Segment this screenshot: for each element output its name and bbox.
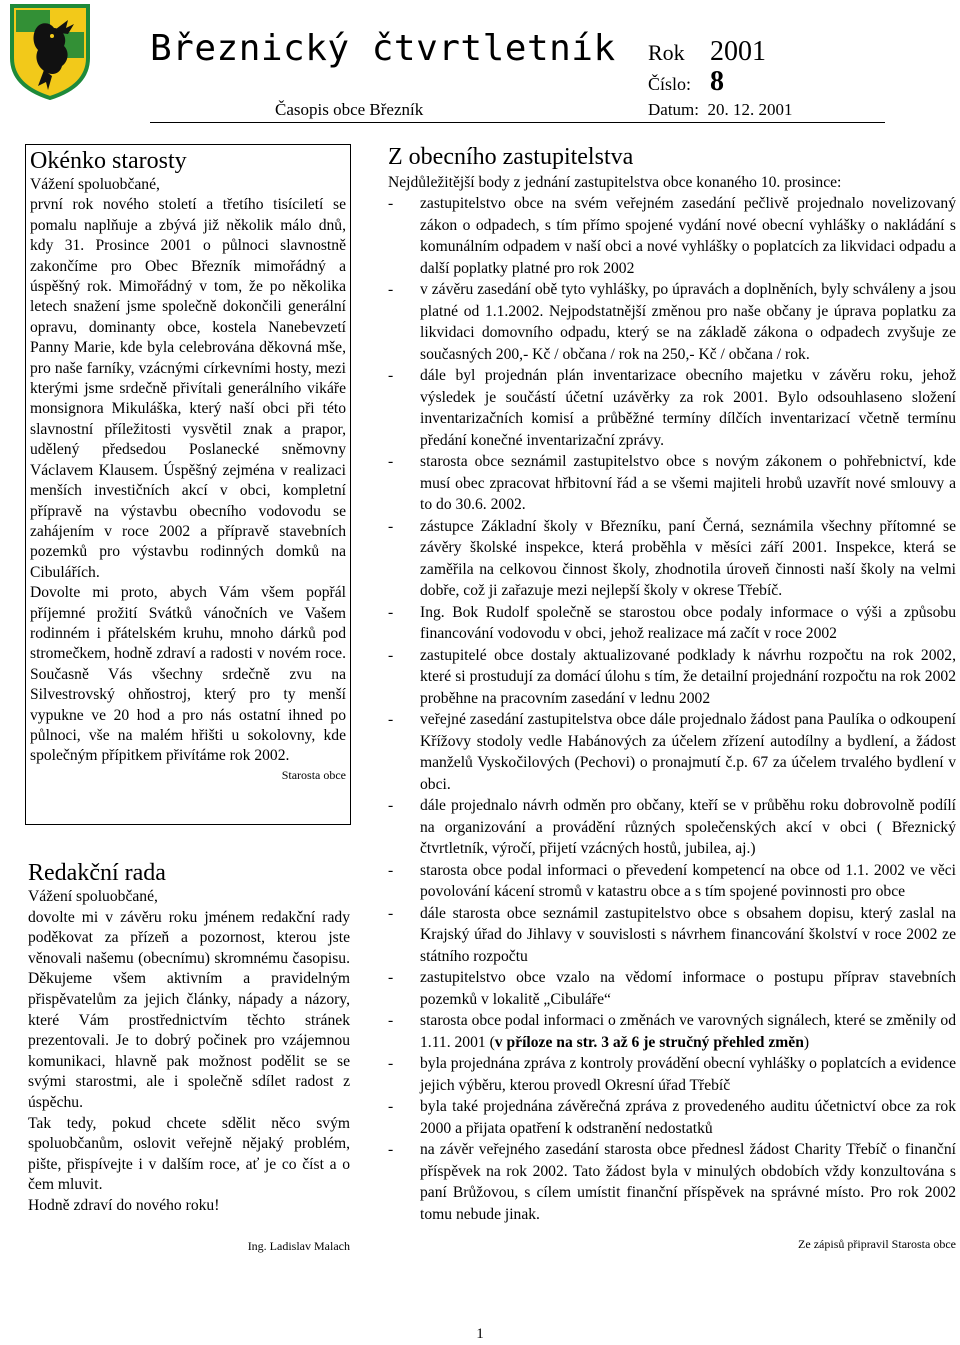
editorial-paragraph: Tak tedy, pokud chcete sdělit něco svým spoluobčanům, oslovit veřejně nějaký problém, pište, přispívejte i v dalším roce, ať je co číst a o čem mluvit. xyxy=(28,1114,350,1194)
list-item: - byla projednána zpráva z kontroly provádění obecní vyhlášky o poplatcích a evidence jejich výběru, kterou provedl Okresní úřad Třebíč xyxy=(388,1055,956,1094)
council-signature: Ze zápisů připravil Starosta obce xyxy=(798,1237,956,1252)
list-item: - starosta obce podal informaci o převedení kompetencí na obce od 1.1. 2002 ve věci povolování kácení stromů v katastru obce a s tím spojené povinnosti pro obce xyxy=(388,861,956,901)
list-item: - zastupitelé obce dostaly aktualizované podklady k návrhu rozpočtu na rok 2002, které si prostudují za domácí úlohu s tím, že detailní projednání rozpočtu na rok 2002 proběhne na pracovním zasedání v lednu 2002 xyxy=(388,646,956,707)
list-item: - dále byl projednán plán inventarizace obecního majetku v závěru roku, jehož výsledek je součástí účetní uzávěrky za rok 2001. Bylo odsouhlaseno složení inventarizačních komisí a průběžné termíny dílčích inventarizací včetně termínu předání konečné inventarizační zprávy. xyxy=(388,367,956,449)
list-item: - veřejné zasedání zastupitelstva obce dále projednalo žádost pana Paulíka o odkoupení Křížovy stodoly vedle Habánových za účelem zřízení autodílny a bydlení, a žádost manželů Vyskočilových (Pechovi) o pronajmutí č.p. 67 za účelem trvalého bydlení v obci. xyxy=(388,711,956,793)
list-item: - na závěr veřejného zasedání starosta obce přednesl žádost Charity Třebíč o finanční příspěvek na rok 2002. Tato žádost byla v minulých obdobích vždy konzultována s paní Brůžovou, s cílem umístit finanční příspěvek na správné místo. Pro rok 2002 tomu nebude jinak. xyxy=(388,1141,956,1223)
date-label: Datum: xyxy=(648,100,699,119)
date-line xyxy=(648,100,793,120)
mayor-paragraph: Dovolte mi proto, abych Vám všem popřál příjemné prožití Svátků vánočních ve Vašem rodinném i přátelském kruhu, mnoho dárků pod stromečkem, hodně zdraví a radosti v novém roce. Současně Vás všechny srdečně zvu na Silvestrovský ohňostroj, který pro ty menší vypukne ve 20 hod a pro nás ostatní ihned po půlnoci, vše na malém hřišti u sokolovny, kde společným přípitkem přivítáme rok 2002. xyxy=(30,584,346,765)
year-value: 2001 xyxy=(710,36,766,67)
list-item: - dále projednalo návrh odměn pro občany, kteří se v průběhu roku dobrovolně podílí na organizování a provádění různých společenských akcí v obci ( Březnický čtvrtletník, výročí, přijetí vzácných hostů, jubilea, aj.) xyxy=(388,797,956,858)
council-intro: Nejdůležitější body z jednání zastupitelstva obce konaného 10. prosince: xyxy=(388,174,842,191)
page-number: 1 xyxy=(476,1326,484,1342)
list-item: - starosta obce seznámil zastupitelstvo obce s novým zákonem o pohřebnictví, kde musí obec zpracovat hřbitovní řád a se všemi majiteli hrobů uzavřít nové smlouvy a to do 30.6. 2002. xyxy=(388,453,956,514)
editorial-board-section xyxy=(28,860,350,1254)
editorial-greeting: Vážení spoluobčané, xyxy=(28,888,158,905)
list-item: - v závěru zasedání obě tyto vyhlášky, po úpravách a doplněních, byly schváleny a jsou platné od 1.1.2002. Nejpodstatnější změnou pro naše občany je úprava poplatku za likvidaci domovního odpadu, který se na základě zákona o odpadech zvyšuje ze současných 200,- Kč / občana / rok na 250,- Kč / občana / rok. xyxy=(388,281,956,363)
council-heading: Z obecního zastupitelstva xyxy=(388,144,634,170)
mayor-heading: Okénko starosty xyxy=(30,148,187,174)
appendix-reference: v příloze na str. 3 až 6 je stručný přehled změn xyxy=(494,1033,804,1051)
mayor-signature: Starosta obce xyxy=(281,767,346,782)
list-item: - byla také projednána závěrečná zpráva z provedeného auditu účetnictví obce za rok 2000 a přijata opatření k odstranění nedostatků xyxy=(388,1098,956,1137)
editorial-paragraph: Hodně zdraví do nového roku! xyxy=(28,1196,220,1214)
list-item: - starosta obce podal informaci o změnách ve varovných signálech, které se změnily od 1.11. 2001 (v příloze na str. 3 až 6 je stručný přehled změn) xyxy=(388,1012,956,1051)
editorial-heading: Redakční rada xyxy=(28,860,166,886)
issue-label: Číslo: xyxy=(648,74,692,94)
list-item: - zastupitelstvo obce na svém veřejném zasedání pečlivě projednalo novelizovaný zákon o odpadech, s tím přímo spojené vydání nové obecní vyhlášky o nakládání s komunálním odpadem v naší obci a nové vyhlášky o poplatcích za likvidaci odpadu a další poplatky platné pro rok 2002 xyxy=(388,195,956,277)
list-item: - zastupitelstvo obce vzalo na vědomí informace o postupu příprav stavebních pozemků v lokalitě „Cibuláře“ xyxy=(388,969,956,1008)
mayor-greeting: Vážení spoluobčané, xyxy=(30,176,160,193)
issue-number: 8 xyxy=(710,66,724,97)
mayor-column-box xyxy=(25,144,351,825)
date-value: 20. 12. 2001 xyxy=(707,100,793,119)
council-items-list xyxy=(388,193,956,1225)
coat-of-arms-logo xyxy=(8,2,92,100)
list-item: - dále starosta obce seznámil zastupitelstvo obce s obsahem dopisu, který zaslal na Krajský úřad do Jihlavy v souvislosti s návrhem financování školství v roce 2002 ze státního rozpočtu xyxy=(388,904,956,965)
editorial-signature: Ing. Ladislav Malach xyxy=(247,1238,350,1253)
editorial-paragraph: dovolte mi v závěru roku jménem redakční rady poděkovat za přízeň a pozornost, kterou jste věnovali našemu (obecnímu) skromnému časopisu. Děkujeme všem aktivním a pravidelným přispěvatelům za jejich články, nápady a názory, které Vám prostřednictvím těchto stránek prezentovali. Je to dobrý počinek pro vzájemnou komunikaci, hlavně pak možnost podělit se se svými starostmi, ale i společně sdílet radost z úspěchu. xyxy=(28,908,350,1111)
newsletter-title: Březnický čtvrtletník xyxy=(150,28,616,69)
header-divider xyxy=(150,122,885,123)
list-item: - Ing. Bok Rudolf společně se starostou obce podaly informace o výši a způsobu financování vodovodu v obci, jehož realizace má začít v roce 2002 xyxy=(388,603,956,643)
year-label: Rok xyxy=(648,40,685,65)
list-item: - zástupce Základní školy v Březníku, paní Černá, seznámila všechny přítomné se závěry školské inspekce, která proběhla v měsíci září 2001. Inspekce, která se zaměřila na celkovou činnost školy, zhodnotila úroveň činnosti naší školy na velmi dobře, což ji zařazuje mezi nejlepší školy v okrese Třebíč. xyxy=(388,517,956,600)
newsletter-subtitle: Časopis obce Březník xyxy=(275,100,424,119)
council-section xyxy=(388,144,956,1252)
mayor-paragraph: první rok nového století a třetího tisíciletí se pomalu naplňuje a zbývá již několik málo dnů, kdy 31. Prosince 2001 o půlnoci slavnostně zakončíme pro Obec Březník mimořádný a úspěšný rok. Mimořádný v tom, že po několika letech snažení jsme společně dokončili generální opravu, dominanty obce, kostela Nanebevzetí Panny Marie, kde byla celebrována děkovná mše, pro naše farníky, vzácnými církevními hosty, mezi kterými jsme srdečně přivítali generálního vikáře monsignora Mikuláška, který naší obci při této slavnostní příležitosti vysvětil znak a prapor, udělený předsedou Poslanecké sněmovny Václavem Klausem. Úspěšný zejména v realizaci menších investičních akcí v obci, kompletní přípravě na výstavbu obecního vodovodu se zahájením v roce 2002 a přípravě stavebních pozemků pro výstavbu rodinných domků na Cibulářích. xyxy=(30,196,346,581)
